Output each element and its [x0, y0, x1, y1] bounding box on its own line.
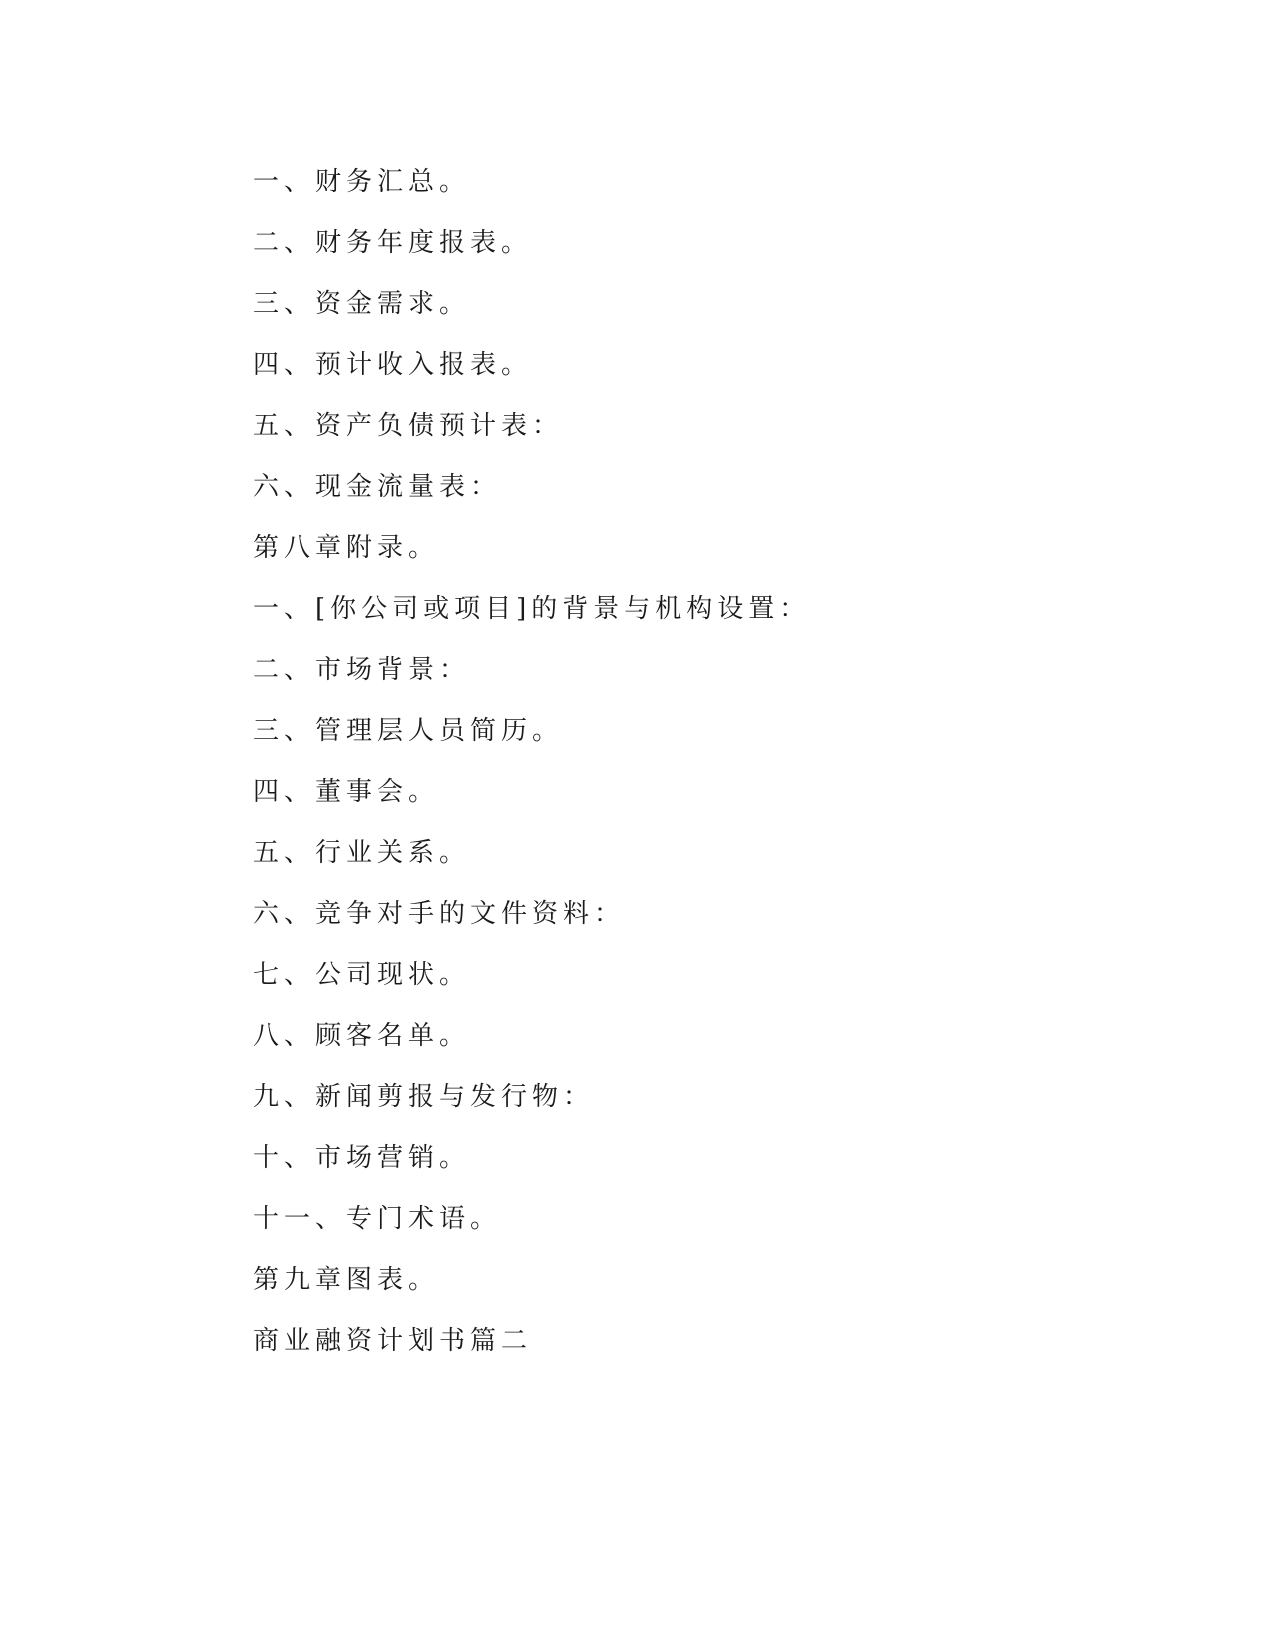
text-line: 七、公司现状。 [253, 960, 471, 990]
text-line: 八、顾客名单。 [253, 1021, 471, 1051]
text-line: 一、财务汇总。 [253, 167, 471, 197]
document-body [253, 160, 1153, 1380]
text-line: 二、市场背景： [253, 655, 471, 685]
text-line: 一、[你公司或项目]的背景与机构设置： [253, 594, 811, 624]
text-line: 三、管理层人员简历。 [253, 716, 564, 746]
chapter-heading: 第九章图表。 [253, 1265, 440, 1295]
text-line: 三、资金需求。 [253, 289, 471, 319]
text-line: 十一、专门术语。 [253, 1204, 502, 1234]
chapter-heading: 第八章附录。 [253, 533, 440, 563]
text-line: 四、预计收入报表。 [253, 350, 533, 380]
text-line: 四、董事会。 [253, 777, 440, 807]
text-line: 五、行业关系。 [253, 838, 471, 868]
text-line: 六、竞争对手的文件资料： [253, 899, 626, 929]
section-title: 商业融资计划书篇二 [253, 1326, 533, 1356]
text-line: 二、财务年度报表。 [253, 228, 533, 258]
text-line: 九、新闻剪报与发行物： [253, 1082, 595, 1112]
text-line: 五、资产负债预计表： [253, 411, 564, 441]
text-line: 六、现金流量表： [253, 472, 502, 502]
text-line: 十、市场营销。 [253, 1143, 471, 1173]
